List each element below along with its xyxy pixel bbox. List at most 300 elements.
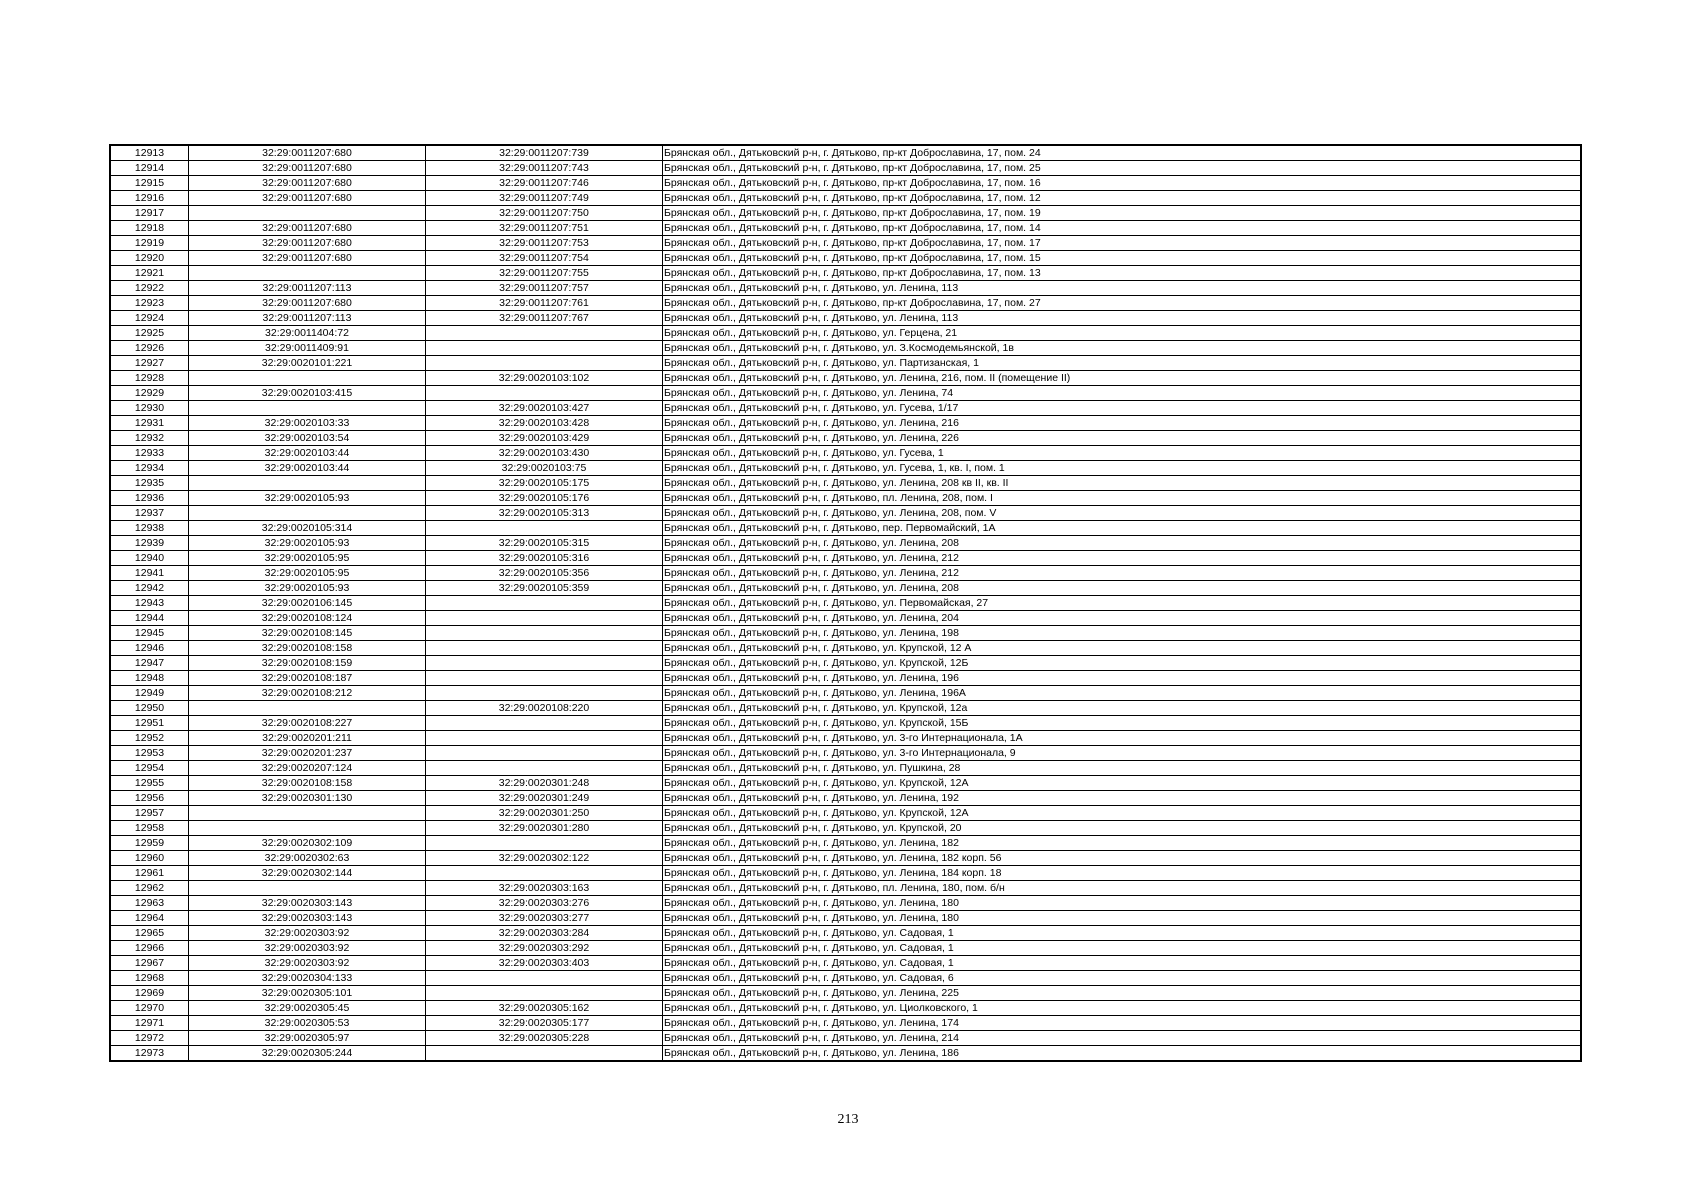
parcel-cadastral-cell: 32:29:0020103:44: [189, 461, 426, 476]
table-row: [110, 926, 1581, 941]
row-number-cell: 12953: [110, 746, 189, 761]
address-cell: Брянская обл., Дятьковский р-н, г. Дятьково, ул. Садовая, 1: [663, 926, 1582, 941]
address-cell: Брянская обл., Дятьковский р-н, г. Дятьково, ул. Ленина, 196: [663, 671, 1582, 686]
parcel-cadastral-cell: 32:29:0020108:145: [189, 626, 426, 641]
address-cell: Брянская обл., Дятьковский р-н, г. Дятьково, ул. Ленина, 208, пом. V: [663, 506, 1582, 521]
row-number-cell: 12940: [110, 551, 189, 566]
row-number-cell: 12928: [110, 371, 189, 386]
table-row: [110, 431, 1581, 446]
object-cadastral-cell: 32:29:0020108:220: [426, 701, 663, 716]
parcel-cadastral-cell: [189, 476, 426, 491]
object-cadastral-cell: [426, 641, 663, 656]
object-cadastral-cell: 32:29:0020103:430: [426, 446, 663, 461]
address-cell: Брянская обл., Дятьковский р-н, г. Дятьково, пр-кт Доброславина, 17, пом. 12: [663, 191, 1582, 206]
parcel-cadastral-cell: 32:29:0020305:101: [189, 986, 426, 1001]
table-row: [110, 911, 1581, 926]
address-cell: Брянская обл., Дятьковский р-н, г. Дятьково, ул. Ленина, 184 корп. 18: [663, 866, 1582, 881]
table-row: [110, 836, 1581, 851]
row-number-cell: 12941: [110, 566, 189, 581]
parcel-cadastral-cell: 32:29:0020105:93: [189, 491, 426, 506]
address-cell: Брянская обл., Дятьковский р-н, г. Дятьково, ул. Ленина, 174: [663, 1016, 1582, 1031]
object-cadastral-cell: [426, 611, 663, 626]
address-cell: Брянская обл., Дятьковский р-н, г. Дятьково, ул. Ленина, 208 кв II, кв. II: [663, 476, 1582, 491]
parcel-cadastral-cell: 32:29:0020305:244: [189, 1046, 426, 1062]
address-cell: Брянская обл., Дятьковский р-н, г. Дятьково, ул. Ленина, 186: [663, 1046, 1582, 1062]
address-cell: Брянская обл., Дятьковский р-н, г. Дятьково, пр-кт Доброславина, 17, пом. 25: [663, 161, 1582, 176]
address-cell: Брянская обл., Дятьковский р-н, г. Дятьково, ул. Ленина, 196А: [663, 686, 1582, 701]
table-row: [110, 221, 1581, 236]
row-number-cell: 12962: [110, 881, 189, 896]
row-number-cell: 12937: [110, 506, 189, 521]
table-row: [110, 806, 1581, 821]
parcel-cadastral-cell: 32:29:0020105:95: [189, 566, 426, 581]
address-cell: Брянская обл., Дятьковский р-н, г. Дятьково, пр-кт Доброславина, 17, пом. 17: [663, 236, 1582, 251]
table-row: [110, 566, 1581, 581]
row-number-cell: 12954: [110, 761, 189, 776]
row-number-cell: 12973: [110, 1046, 189, 1062]
address-cell: Брянская обл., Дятьковский р-н, г. Дятьково, ул. Крупской, 12А: [663, 776, 1582, 791]
table-row: [110, 791, 1581, 806]
parcel-cadastral-cell: [189, 821, 426, 836]
table-row: [110, 1031, 1581, 1046]
object-cadastral-cell: 32:29:0020303:277: [426, 911, 663, 926]
table-row: [110, 356, 1581, 371]
object-cadastral-cell: 32:29:0020301:280: [426, 821, 663, 836]
row-number-cell: 12949: [110, 686, 189, 701]
table-row: [110, 401, 1581, 416]
address-cell: Брянская обл., Дятьковский р-н, г. Дятьково, ул. Ленина, 180: [663, 896, 1582, 911]
table-row: [110, 866, 1581, 881]
parcel-cadastral-cell: 32:29:0020105:314: [189, 521, 426, 536]
address-cell: Брянская обл., Дятьковский р-н, г. Дятьково, ул. Гусева, 1/17: [663, 401, 1582, 416]
object-cadastral-cell: [426, 356, 663, 371]
address-cell: Брянская обл., Дятьковский р-н, г. Дятьково, ул. Ленина, 182: [663, 836, 1582, 851]
parcel-cadastral-cell: 32:29:0020303:143: [189, 896, 426, 911]
table-row: [110, 971, 1581, 986]
object-cadastral-cell: 32:29:0011207:755: [426, 266, 663, 281]
address-cell: Брянская обл., Дятьковский р-н, г. Дятьково, пр-кт Доброславина, 17, пом. 15: [663, 251, 1582, 266]
object-cadastral-cell: [426, 341, 663, 356]
parcel-cadastral-cell: 32:29:0020108:158: [189, 776, 426, 791]
address-cell: Брянская обл., Дятьковский р-н, г. Дятьково, пр-кт Доброславина, 17, пом. 16: [663, 176, 1582, 191]
object-cadastral-cell: 32:29:0011207:739: [426, 145, 663, 161]
parcel-cadastral-cell: 32:29:0020103:54: [189, 431, 426, 446]
table-row: [110, 626, 1581, 641]
parcel-cadastral-cell: 32:29:0020201:211: [189, 731, 426, 746]
parcel-cadastral-cell: 32:29:0020101:221: [189, 356, 426, 371]
object-cadastral-cell: 32:29:0020301:248: [426, 776, 663, 791]
row-number-cell: 12934: [110, 461, 189, 476]
object-cadastral-cell: 32:29:0020305:162: [426, 1001, 663, 1016]
address-cell: Брянская обл., Дятьковский р-н, г. Дятьково, ул. Гусева, 1: [663, 446, 1582, 461]
row-number-cell: 12947: [110, 656, 189, 671]
row-number-cell: 12971: [110, 1016, 189, 1031]
address-cell: Брянская обл., Дятьковский р-н, г. Дятьково, ул. Садовая, 6: [663, 971, 1582, 986]
parcel-cadastral-cell: 32:29:0020301:130: [189, 791, 426, 806]
address-cell: Брянская обл., Дятьковский р-н, г. Дятьково, ул. Первомайская, 27: [663, 596, 1582, 611]
object-cadastral-cell: [426, 746, 663, 761]
table-row: [110, 671, 1581, 686]
object-cadastral-cell: 32:29:0011207:751: [426, 221, 663, 236]
object-cadastral-cell: [426, 386, 663, 401]
object-cadastral-cell: 32:29:0020103:428: [426, 416, 663, 431]
table-row: [110, 716, 1581, 731]
parcel-cadastral-cell: 32:29:0011409:91: [189, 341, 426, 356]
address-cell: Брянская обл., Дятьковский р-н, г. Дятьково, ул. З.Космодемьянской, 1в: [663, 341, 1582, 356]
object-cadastral-cell: [426, 761, 663, 776]
parcel-cadastral-cell: 32:29:0020302:109: [189, 836, 426, 851]
parcel-cadastral-cell: 32:29:0011207:680: [189, 251, 426, 266]
table-row: [110, 476, 1581, 491]
row-number-cell: 12967: [110, 956, 189, 971]
object-cadastral-cell: 32:29:0020303:403: [426, 956, 663, 971]
parcel-cadastral-cell: 32:29:0020207:124: [189, 761, 426, 776]
row-number-cell: 12950: [110, 701, 189, 716]
object-cadastral-cell: 32:29:0020103:102: [426, 371, 663, 386]
row-number-cell: 12938: [110, 521, 189, 536]
object-cadastral-cell: [426, 866, 663, 881]
row-number-cell: 12952: [110, 731, 189, 746]
table-row: [110, 521, 1581, 536]
table-row: [110, 161, 1581, 176]
address-cell: Брянская обл., Дятьковский р-н, г. Дятьково, пр-кт Доброславина, 17, пом. 24: [663, 145, 1582, 161]
parcel-cadastral-cell: 32:29:0020302:144: [189, 866, 426, 881]
object-cadastral-cell: 32:29:0020105:359: [426, 581, 663, 596]
parcel-cadastral-cell: 32:29:0020108:212: [189, 686, 426, 701]
address-cell: Брянская обл., Дятьковский р-н, г. Дятьково, пр-кт Доброславина, 17, пом. 14: [663, 221, 1582, 236]
parcel-cadastral-cell: 32:29:0011404:72: [189, 326, 426, 341]
parcel-cadastral-cell: 32:29:0020103:44: [189, 446, 426, 461]
table-row: [110, 341, 1581, 356]
table-row: [110, 296, 1581, 311]
parcel-cadastral-cell: [189, 401, 426, 416]
address-cell: Брянская обл., Дятьковский р-н, г. Дятьково, ул. Ленина, 208: [663, 581, 1582, 596]
object-cadastral-cell: [426, 626, 663, 641]
parcel-cadastral-cell: [189, 266, 426, 281]
row-number-cell: 12955: [110, 776, 189, 791]
object-cadastral-cell: [426, 731, 663, 746]
row-number-cell: 12933: [110, 446, 189, 461]
object-cadastral-cell: 32:29:0020105:315: [426, 536, 663, 551]
address-cell: Брянская обл., Дятьковский р-н, г. Дятьково, ул. Ленина, 212: [663, 566, 1582, 581]
parcel-cadastral-cell: 32:29:0020304:133: [189, 971, 426, 986]
object-cadastral-cell: [426, 596, 663, 611]
object-cadastral-cell: 32:29:0020301:249: [426, 791, 663, 806]
row-number-cell: 12968: [110, 971, 189, 986]
table-row: [110, 761, 1581, 776]
object-cadastral-cell: 32:29:0020303:292: [426, 941, 663, 956]
parcel-cadastral-cell: [189, 806, 426, 821]
row-number-cell: 12963: [110, 896, 189, 911]
parcel-cadastral-cell: [189, 506, 426, 521]
parcel-cadastral-cell: [189, 206, 426, 221]
address-cell: Брянская обл., Дятьковский р-н, г. Дятьково, ул. Ленина, 226: [663, 431, 1582, 446]
object-cadastral-cell: 32:29:0011207:767: [426, 311, 663, 326]
address-cell: Брянская обл., Дятьковский р-н, г. Дятьково, ул. Ленина, 74: [663, 386, 1582, 401]
table-row: [110, 701, 1581, 716]
table-row: [110, 611, 1581, 626]
parcel-cadastral-cell: 32:29:0020305:97: [189, 1031, 426, 1046]
address-cell: Брянская обл., Дятьковский р-н, г. Дятьково, ул. Крупской, 12 А: [663, 641, 1582, 656]
table-row: [110, 731, 1581, 746]
table-row: [110, 506, 1581, 521]
parcel-cadastral-cell: 32:29:0020106:145: [189, 596, 426, 611]
address-cell: Брянская обл., Дятьковский р-н, г. Дятьково, ул. Садовая, 1: [663, 956, 1582, 971]
address-cell: Брянская обл., Дятьковский р-н, г. Дятьково, ул. Ленина, 113: [663, 311, 1582, 326]
parcel-cadastral-cell: 32:29:0011207:680: [189, 161, 426, 176]
parcel-cadastral-cell: 32:29:0020105:93: [189, 536, 426, 551]
row-number-cell: 12972: [110, 1031, 189, 1046]
object-cadastral-cell: 32:29:0020301:250: [426, 806, 663, 821]
table-row: [110, 1046, 1581, 1062]
parcel-cadastral-cell: 32:29:0020201:237: [189, 746, 426, 761]
table-row: [110, 281, 1581, 296]
address-cell: Брянская обл., Дятьковский р-н, г. Дятьково, ул. Циолковского, 1: [663, 1001, 1582, 1016]
parcel-cadastral-cell: 32:29:0020303:92: [189, 926, 426, 941]
address-cell: Брянская обл., Дятьковский р-н, г. Дятьково, ул. Партизанская, 1: [663, 356, 1582, 371]
table-row: [110, 491, 1581, 506]
address-cell: Брянская обл., Дятьковский р-н, г. Дятьково, ул. 3-го Интернационала, 9: [663, 746, 1582, 761]
table-row: [110, 896, 1581, 911]
parcel-cadastral-cell: 32:29:0020108:159: [189, 656, 426, 671]
table-row: [110, 371, 1581, 386]
object-cadastral-cell: 32:29:0020105:176: [426, 491, 663, 506]
parcel-cadastral-cell: [189, 701, 426, 716]
table-row: [110, 551, 1581, 566]
parcel-cadastral-cell: 32:29:0020108:227: [189, 716, 426, 731]
parcel-cadastral-cell: 32:29:0020302:63: [189, 851, 426, 866]
parcel-cadastral-cell: 32:29:0020303:92: [189, 941, 426, 956]
table-row: [110, 821, 1581, 836]
address-cell: Брянская обл., Дятьковский р-н, г. Дятьково, ул. Крупской, 15Б: [663, 716, 1582, 731]
address-cell: Брянская обл., Дятьковский р-н, г. Дятьково, пр-кт Доброславина, 17, пом. 19: [663, 206, 1582, 221]
row-number-cell: 12956: [110, 791, 189, 806]
table-row: [110, 776, 1581, 791]
address-cell: Брянская обл., Дятьковский р-н, г. Дятьково, ул. Ленина, 212: [663, 551, 1582, 566]
table-row: [110, 641, 1581, 656]
parcel-cadastral-cell: 32:29:0020108:158: [189, 641, 426, 656]
table-row: [110, 686, 1581, 701]
parcel-cadastral-cell: 32:29:0011207:680: [189, 296, 426, 311]
address-cell: Брянская обл., Дятьковский р-н, г. Дятьково, ул. Ленина, 216: [663, 416, 1582, 431]
table-row: [110, 956, 1581, 971]
object-cadastral-cell: 32:29:0011207:750: [426, 206, 663, 221]
parcel-cadastral-cell: 32:29:0020108:124: [189, 611, 426, 626]
table-row: [110, 416, 1581, 431]
table-row: [110, 191, 1581, 206]
row-number-cell: 12932: [110, 431, 189, 446]
row-number-cell: 12960: [110, 851, 189, 866]
table-row: [110, 746, 1581, 761]
row-number-cell: 12915: [110, 176, 189, 191]
row-number-cell: 12913: [110, 145, 189, 161]
parcel-cadastral-cell: 32:29:0020103:415: [189, 386, 426, 401]
row-number-cell: 12920: [110, 251, 189, 266]
address-cell: Брянская обл., Дятьковский р-н, г. Дятьково, ул. Ленина, 204: [663, 611, 1582, 626]
object-cadastral-cell: 32:29:0020103:427: [426, 401, 663, 416]
parcel-cadastral-cell: 32:29:0011207:113: [189, 281, 426, 296]
table-row: [110, 536, 1581, 551]
parcel-cadastral-cell: 32:29:0020303:143: [189, 911, 426, 926]
row-number-cell: 12916: [110, 191, 189, 206]
address-cell: Брянская обл., Дятьковский р-н, г. Дятьково, пл. Ленина, 180, пом. б/н: [663, 881, 1582, 896]
row-number-cell: 12944: [110, 611, 189, 626]
row-number-cell: 12922: [110, 281, 189, 296]
row-number-cell: 12936: [110, 491, 189, 506]
row-number-cell: 12945: [110, 626, 189, 641]
table-row: [110, 596, 1581, 611]
address-cell: Брянская обл., Дятьковский р-н, г. Дятьково, ул. Крупской, 20: [663, 821, 1582, 836]
parcel-cadastral-cell: 32:29:0020103:33: [189, 416, 426, 431]
object-cadastral-cell: 32:29:0020103:75: [426, 461, 663, 476]
row-number-cell: 12929: [110, 386, 189, 401]
property-register-table: [109, 144, 1582, 1062]
table-row: [110, 656, 1581, 671]
address-cell: Брянская обл., Дятьковский р-н, г. Дятьково, пл. Ленина, 208, пом. I: [663, 491, 1582, 506]
table-row: [110, 881, 1581, 896]
object-cadastral-cell: 32:29:0020105:356: [426, 566, 663, 581]
address-cell: Брянская обл., Дятьковский р-н, г. Дятьково, ул. Ленина, 182 корп. 56: [663, 851, 1582, 866]
object-cadastral-cell: 32:29:0011207:749: [426, 191, 663, 206]
address-cell: Брянская обл., Дятьковский р-н, г. Дятьково, ул. Крупской, 12Б: [663, 656, 1582, 671]
object-cadastral-cell: [426, 716, 663, 731]
row-number-cell: 12965: [110, 926, 189, 941]
table-row: [110, 326, 1581, 341]
row-number-cell: 12921: [110, 266, 189, 281]
row-number-cell: 12959: [110, 836, 189, 851]
table-row: [110, 1001, 1581, 1016]
object-cadastral-cell: 32:29:0020303:284: [426, 926, 663, 941]
row-number-cell: 12918: [110, 221, 189, 236]
table-row: [110, 386, 1581, 401]
table-row: [110, 206, 1581, 221]
row-number-cell: 12942: [110, 581, 189, 596]
table-row: [110, 236, 1581, 251]
address-cell: Брянская обл., Дятьковский р-н, г. Дятьково, ул. Гусева, 1, кв. I, пом. 1: [663, 461, 1582, 476]
row-number-cell: 12969: [110, 986, 189, 1001]
object-cadastral-cell: [426, 986, 663, 1001]
row-number-cell: 12927: [110, 356, 189, 371]
address-cell: Брянская обл., Дятьковский р-н, г. Дятьково, пер. Первомайский, 1А: [663, 521, 1582, 536]
object-cadastral-cell: 32:29:0020305:228: [426, 1031, 663, 1046]
table-row: [110, 851, 1581, 866]
row-number-cell: 12935: [110, 476, 189, 491]
object-cadastral-cell: 32:29:0011207:757: [426, 281, 663, 296]
object-cadastral-cell: 32:29:0011207:743: [426, 161, 663, 176]
table-row: [110, 145, 1581, 161]
address-cell: Брянская обл., Дятьковский р-н, г. Дятьково, ул. Ленина, 216, пом. II (помещение II): [663, 371, 1582, 386]
row-number-cell: 12970: [110, 1001, 189, 1016]
table-row: [110, 1016, 1581, 1031]
object-cadastral-cell: [426, 971, 663, 986]
row-number-cell: 12925: [110, 326, 189, 341]
object-cadastral-cell: 32:29:0020105:175: [426, 476, 663, 491]
object-cadastral-cell: [426, 836, 663, 851]
parcel-cadastral-cell: [189, 371, 426, 386]
parcel-cadastral-cell: 32:29:0011207:680: [189, 145, 426, 161]
parcel-cadastral-cell: 32:29:0011207:680: [189, 221, 426, 236]
parcel-cadastral-cell: 32:29:0011207:680: [189, 191, 426, 206]
address-cell: Брянская обл., Дятьковский р-н, г. Дятьково, ул. 3-го Интернационала, 1А: [663, 731, 1582, 746]
address-cell: Брянская обл., Дятьковский р-н, г. Дятьково, пр-кт Доброславина, 17, пом. 13: [663, 266, 1582, 281]
table-row: [110, 251, 1581, 266]
row-number-cell: 12961: [110, 866, 189, 881]
object-cadastral-cell: 32:29:0011207:754: [426, 251, 663, 266]
table-row: [110, 266, 1581, 281]
parcel-cadastral-cell: 32:29:0011207:113: [189, 311, 426, 326]
address-cell: Брянская обл., Дятьковский р-н, г. Дятьково, ул. Ленина, 180: [663, 911, 1582, 926]
parcel-cadastral-cell: [189, 881, 426, 896]
address-cell: Брянская обл., Дятьковский р-н, г. Дятьково, ул. Ленина, 225: [663, 986, 1582, 1001]
address-cell: Брянская обл., Дятьковский р-н, г. Дятьково, ул. Ленина, 113: [663, 281, 1582, 296]
address-cell: Брянская обл., Дятьковский р-н, г. Дятьково, ул. Ленина, 192: [663, 791, 1582, 806]
parcel-cadastral-cell: 32:29:0020305:53: [189, 1016, 426, 1031]
address-cell: Брянская обл., Дятьковский р-н, г. Дятьково, ул. Крупской, 12а: [663, 701, 1582, 716]
address-cell: Брянская обл., Дятьковский р-н, г. Дятьково, ул. Герцена, 21: [663, 326, 1582, 341]
object-cadastral-cell: [426, 326, 663, 341]
object-cadastral-cell: [426, 686, 663, 701]
row-number-cell: 12957: [110, 806, 189, 821]
row-number-cell: 12924: [110, 311, 189, 326]
parcel-cadastral-cell: 32:29:0011207:680: [189, 236, 426, 251]
row-number-cell: 12958: [110, 821, 189, 836]
row-number-cell: 12930: [110, 401, 189, 416]
parcel-cadastral-cell: 32:29:0020105:93: [189, 581, 426, 596]
object-cadastral-cell: 32:29:0020103:429: [426, 431, 663, 446]
object-cadastral-cell: [426, 656, 663, 671]
object-cadastral-cell: 32:29:0020305:177: [426, 1016, 663, 1031]
object-cadastral-cell: 32:29:0020303:276: [426, 896, 663, 911]
object-cadastral-cell: [426, 671, 663, 686]
address-cell: Брянская обл., Дятьковский р-н, г. Дятьково, ул. Ленина, 208: [663, 536, 1582, 551]
parcel-cadastral-cell: 32:29:0020303:92: [189, 956, 426, 971]
row-number-cell: 12931: [110, 416, 189, 431]
object-cadastral-cell: 32:29:0011207:746: [426, 176, 663, 191]
row-number-cell: 12939: [110, 536, 189, 551]
row-number-cell: 12964: [110, 911, 189, 926]
parcel-cadastral-cell: 32:29:0020108:187: [189, 671, 426, 686]
address-cell: Брянская обл., Дятьковский р-н, г. Дятьково, ул. Крупской, 12А: [663, 806, 1582, 821]
register-table-body: [110, 145, 1581, 1061]
row-number-cell: 12948: [110, 671, 189, 686]
object-cadastral-cell: 32:29:0020105:316: [426, 551, 663, 566]
table-row: [110, 581, 1581, 596]
row-number-cell: 12943: [110, 596, 189, 611]
row-number-cell: 12923: [110, 296, 189, 311]
row-number-cell: 12917: [110, 206, 189, 221]
object-cadastral-cell: 32:29:0020303:163: [426, 881, 663, 896]
address-cell: Брянская обл., Дятьковский р-н, г. Дятьково, ул. Пушкина, 28: [663, 761, 1582, 776]
address-cell: Брянская обл., Дятьковский р-н, г. Дятьково, пр-кт Доброславина, 17, пом. 27: [663, 296, 1582, 311]
object-cadastral-cell: 32:29:0020302:122: [426, 851, 663, 866]
table-row: [110, 311, 1581, 326]
object-cadastral-cell: [426, 1046, 663, 1062]
table-row: [110, 986, 1581, 1001]
object-cadastral-cell: 32:29:0011207:753: [426, 236, 663, 251]
address-cell: Брянская обл., Дятьковский р-н, г. Дятьково, ул. Ленина, 198: [663, 626, 1582, 641]
row-number-cell: 12914: [110, 161, 189, 176]
address-cell: Брянская обл., Дятьковский р-н, г. Дятьково, ул. Ленина, 214: [663, 1031, 1582, 1046]
row-number-cell: 12919: [110, 236, 189, 251]
table-row: [110, 461, 1581, 476]
address-cell: Брянская обл., Дятьковский р-н, г. Дятьково, ул. Садовая, 1: [663, 941, 1582, 956]
object-cadastral-cell: 32:29:0020105:313: [426, 506, 663, 521]
row-number-cell: 12946: [110, 641, 189, 656]
table-row: [110, 941, 1581, 956]
row-number-cell: 12951: [110, 716, 189, 731]
table-row: [110, 176, 1581, 191]
parcel-cadastral-cell: 32:29:0020105:95: [189, 551, 426, 566]
